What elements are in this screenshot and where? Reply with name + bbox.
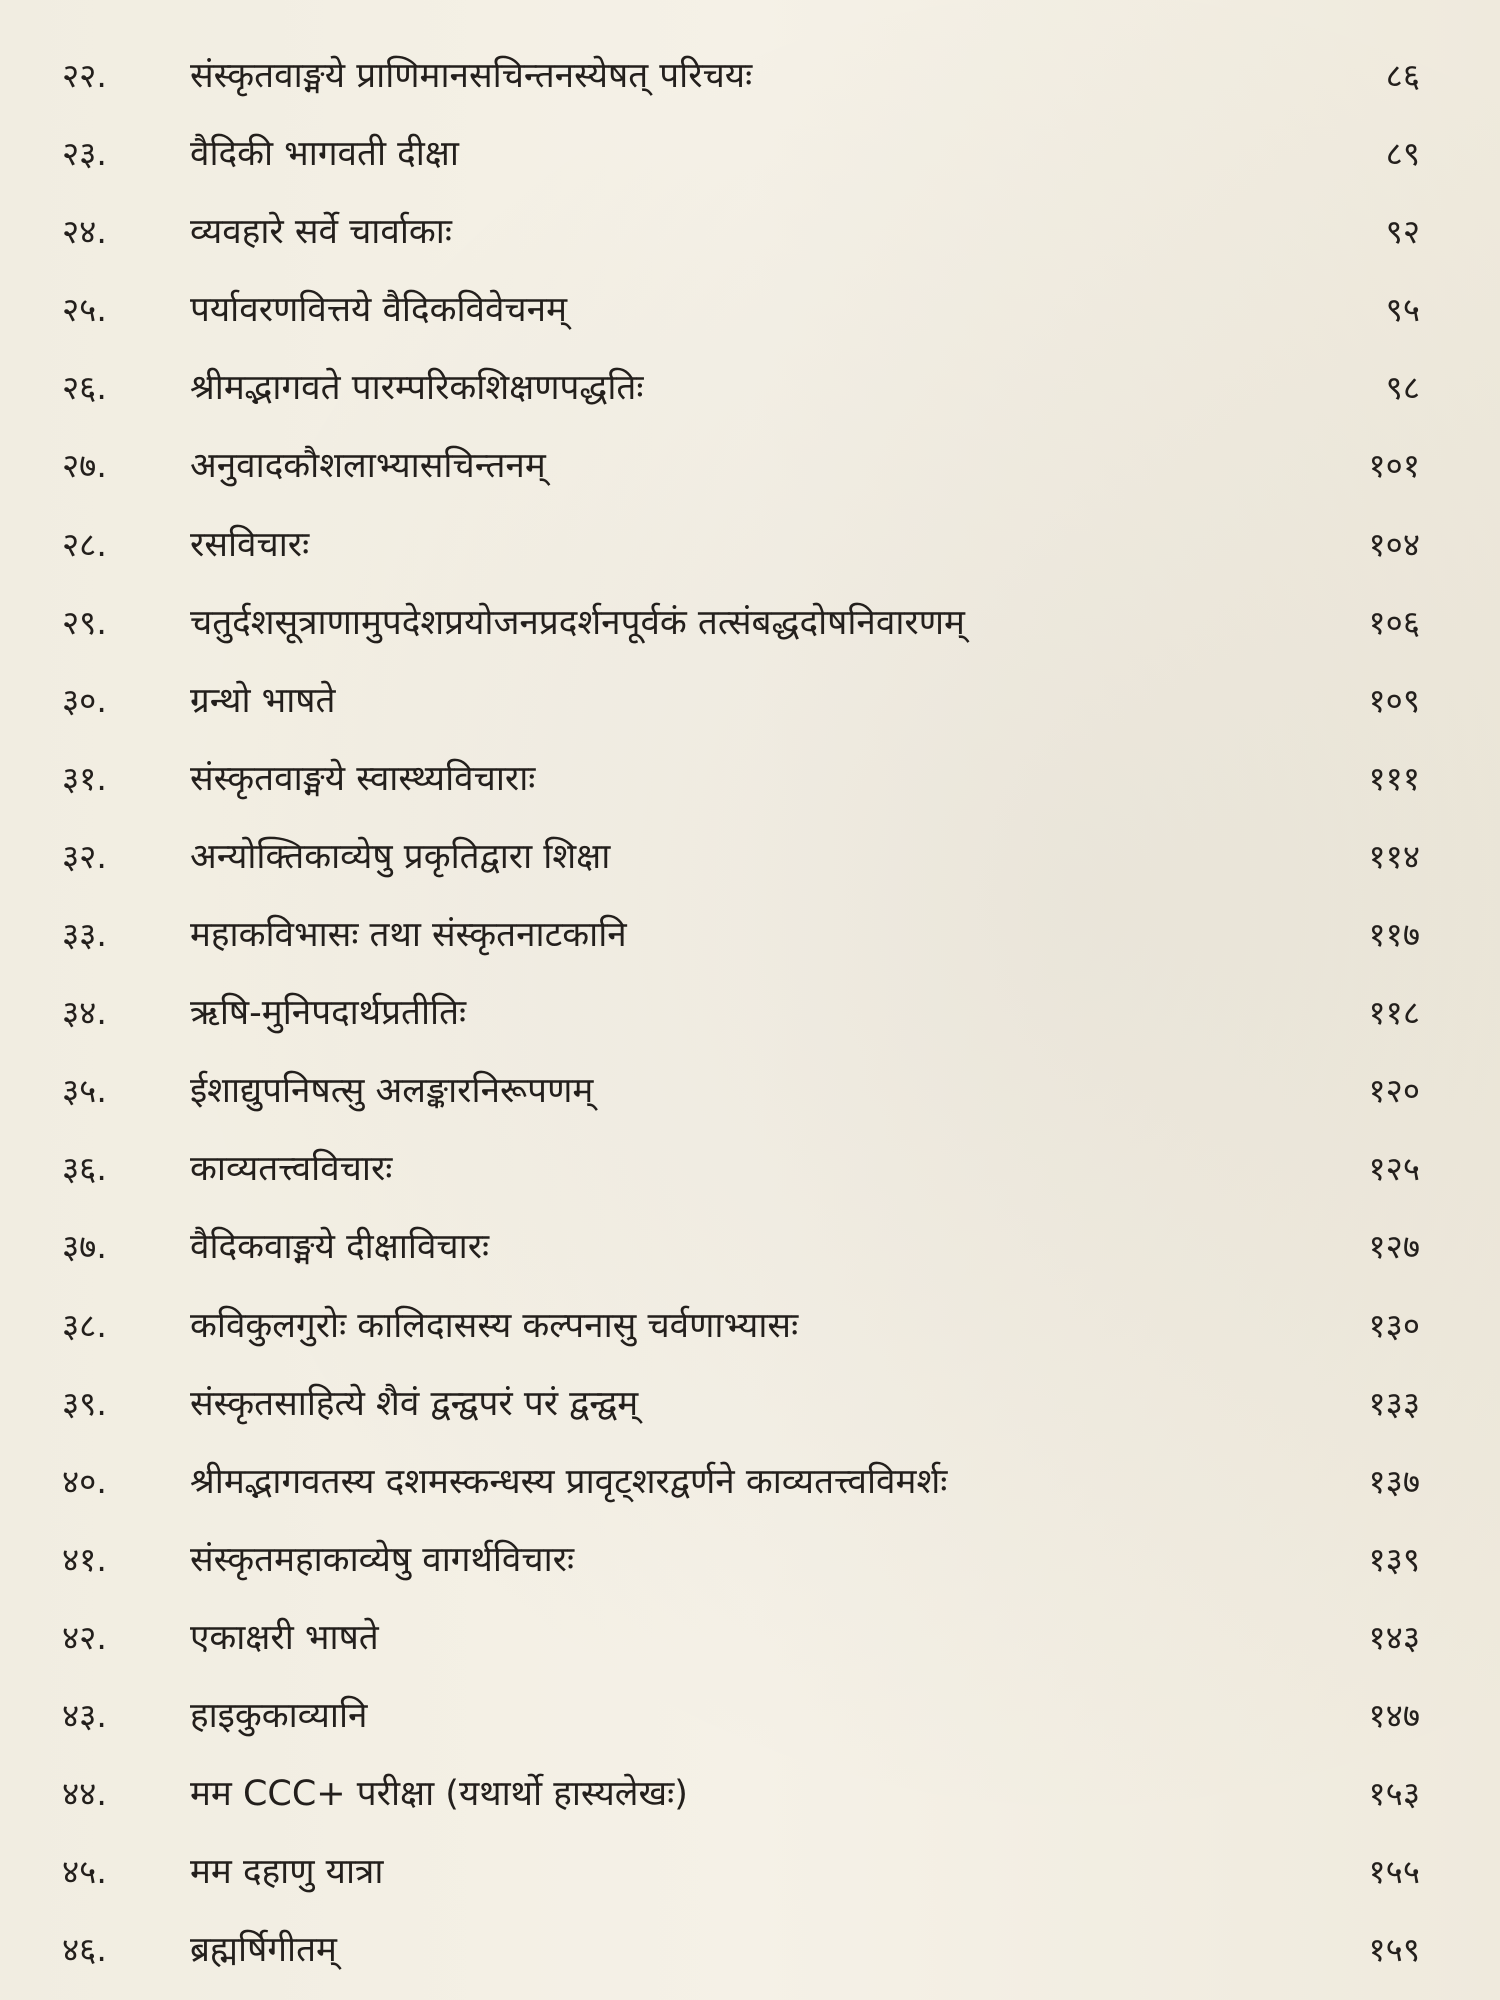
toc-entry [0, 589, 1500, 667]
entry-title: श्रीमद्भागवते पारम्परिकशिक्षणपद्धतिः [190, 368, 644, 409]
entry-title: पर्यावरणवित्तये वैदिकविवेचनम् [190, 290, 568, 331]
entry-title: मम दहाणु यात्रा [190, 1852, 384, 1893]
toc-entry [0, 120, 1500, 198]
toc-entry [0, 1370, 1500, 1448]
toc-entry [0, 1292, 1500, 1370]
entry-page-number: १२७ [1368, 1227, 1420, 1267]
entry-number: ४५. [62, 1852, 107, 1892]
entry-number: ३४. [62, 993, 107, 1033]
entry-page-number: ११४ [1368, 836, 1420, 876]
toc-entry [0, 1135, 1500, 1213]
toc-entry [0, 511, 1500, 589]
entry-page-number: ९२ [1385, 212, 1420, 252]
toc-entry [0, 198, 1500, 276]
entry-title: व्यवहारे सर्वे चार्वाकाः [190, 212, 452, 253]
toc-entry [0, 979, 1500, 1057]
toc-entry [0, 667, 1500, 745]
entry-page-number: १२० [1368, 1071, 1420, 1111]
entry-number: २७. [62, 446, 107, 486]
entry-title: श्रीमद्भागवतस्य दशमस्कन्धस्य प्रावृट्शरद्वर्णने काव्यतत्त्वविमर्शः [190, 1461, 948, 1502]
entry-title: मम CCC+ परीक्षा (यथार्थो हास्यलेखः) [190, 1774, 688, 1815]
toc-entry [0, 1604, 1500, 1682]
entry-number: ३७. [62, 1227, 107, 1267]
entry-title: हाइकुकाव्यानि [190, 1695, 368, 1736]
entry-page-number: १३७ [1368, 1461, 1420, 1501]
entry-number: ३२. [62, 836, 107, 876]
entry-number: ३०. [62, 680, 107, 720]
entry-number: ४०. [62, 1461, 107, 1501]
entry-title: अनुवादकौशलाभ्यासचिन्तनम् [190, 446, 546, 487]
entry-number: ३१. [62, 758, 107, 798]
entry-page-number: १५३ [1368, 1774, 1420, 1814]
entry-title: ऋषि-मुनिपदार्थप्रतीतिः [190, 993, 467, 1034]
entry-number: २५. [62, 290, 107, 330]
entry-page-number: १३३ [1368, 1383, 1420, 1423]
entry-number: ३८. [62, 1305, 107, 1345]
entry-title: संस्कृतवाङ्मये स्वास्थ्यविचाराः [190, 758, 536, 799]
toc-entry [0, 1526, 1500, 1604]
entry-title: कविकुलगुरोः कालिदासस्य कल्पनासु चर्वणाभ्यासः [190, 1305, 799, 1346]
entry-title: संस्कृतमहाकाव्येषु वागर्थविचारः [190, 1539, 575, 1580]
entry-title: एकाक्षरी भाषते [190, 1617, 379, 1658]
entry-number: ४६. [62, 1930, 107, 1970]
entry-page-number: १४७ [1368, 1695, 1420, 1735]
toc-entry [0, 823, 1500, 901]
entry-title: रसविचारः [190, 524, 310, 565]
entry-number: ३३. [62, 915, 107, 955]
toc-entry [0, 1448, 1500, 1526]
entry-number: २८. [62, 524, 107, 564]
entry-number: ३९. [62, 1383, 107, 1423]
entry-number: ४३. [62, 1695, 107, 1735]
entry-page-number: ११७ [1368, 915, 1420, 955]
entry-number: २९. [62, 602, 107, 642]
toc-entry [0, 1760, 1500, 1838]
toc-entry [0, 1838, 1500, 1916]
entry-title: ग्रन्थो भाषते [190, 680, 336, 721]
toc-entry [0, 1213, 1500, 1291]
toc-entry [0, 432, 1500, 510]
toc-entry [0, 1682, 1500, 1760]
entry-title: संस्कृतवाङ्मये प्राणिमानसचिन्तनस्येषत् परिचयः [190, 56, 753, 96]
entry-page-number: १४३ [1368, 1617, 1420, 1657]
entry-title: वैदिकी भागवती दीक्षा [190, 134, 459, 175]
toc-entry [0, 1057, 1500, 1135]
entry-number: २३. [62, 134, 107, 174]
entry-title: महाकविभासः तथा संस्कृतनाटकानि [190, 915, 627, 956]
entry-title: वैदिकवाङ्मये दीक्षाविचारः [190, 1227, 490, 1268]
entry-page-number: १०९ [1368, 680, 1420, 720]
entry-number: ३६. [62, 1149, 107, 1189]
entry-number: ४४. [62, 1774, 107, 1814]
entry-title: ब्रह्मर्षिगीतम् [190, 1930, 337, 1971]
entry-title: अन्योक्तिकाव्येषु प्रकृतिद्वारा शिक्षा [190, 836, 611, 877]
toc-entry [0, 745, 1500, 823]
entry-page-number: ११८ [1368, 993, 1420, 1033]
toc-entry [0, 901, 1500, 979]
entry-number: २२. [62, 56, 107, 95]
toc-entry [0, 276, 1500, 354]
entry-number: ४२. [62, 1617, 107, 1657]
entry-number: ३५. [62, 1071, 107, 1111]
entry-title: ईशाद्युपनिषत्सु अलङ्कारनिरूपणम् [190, 1071, 594, 1112]
entry-page-number: ८६ [1385, 56, 1420, 95]
entry-page-number: १५५ [1368, 1852, 1420, 1892]
entry-page-number: १३९ [1368, 1539, 1420, 1579]
entry-page-number: ८९ [1385, 134, 1420, 174]
entry-title: संस्कृतसाहित्ये शैवं द्वन्द्वपरं परं द्वन्द्वम् [190, 1383, 639, 1424]
table-of-contents [0, 42, 1500, 1994]
entry-page-number: १०१ [1368, 446, 1420, 486]
entry-page-number: १११ [1368, 758, 1420, 798]
entry-title: चतुर्दशसूत्राणामुपदेशप्रयोजनप्रदर्शनपूर्वकं तत्संबद्धदोषनिवारणम् [190, 602, 965, 643]
entry-page-number: ९५ [1385, 290, 1420, 330]
entry-number: २४. [62, 212, 107, 252]
entry-page-number: १०४ [1368, 524, 1420, 564]
entry-page-number: ९८ [1385, 368, 1420, 408]
toc-entry [0, 354, 1500, 432]
entry-number: ४१. [62, 1539, 107, 1579]
entry-page-number: १२५ [1368, 1149, 1420, 1189]
entry-number: २६. [62, 368, 107, 408]
toc-entry [0, 1916, 1500, 1994]
entry-title: काव्यतत्त्वविचारः [190, 1149, 393, 1190]
toc-entry [0, 42, 1500, 120]
entry-page-number: १५९ [1368, 1930, 1420, 1970]
entry-page-number: १०६ [1368, 602, 1420, 642]
entry-page-number: १३० [1368, 1305, 1420, 1345]
